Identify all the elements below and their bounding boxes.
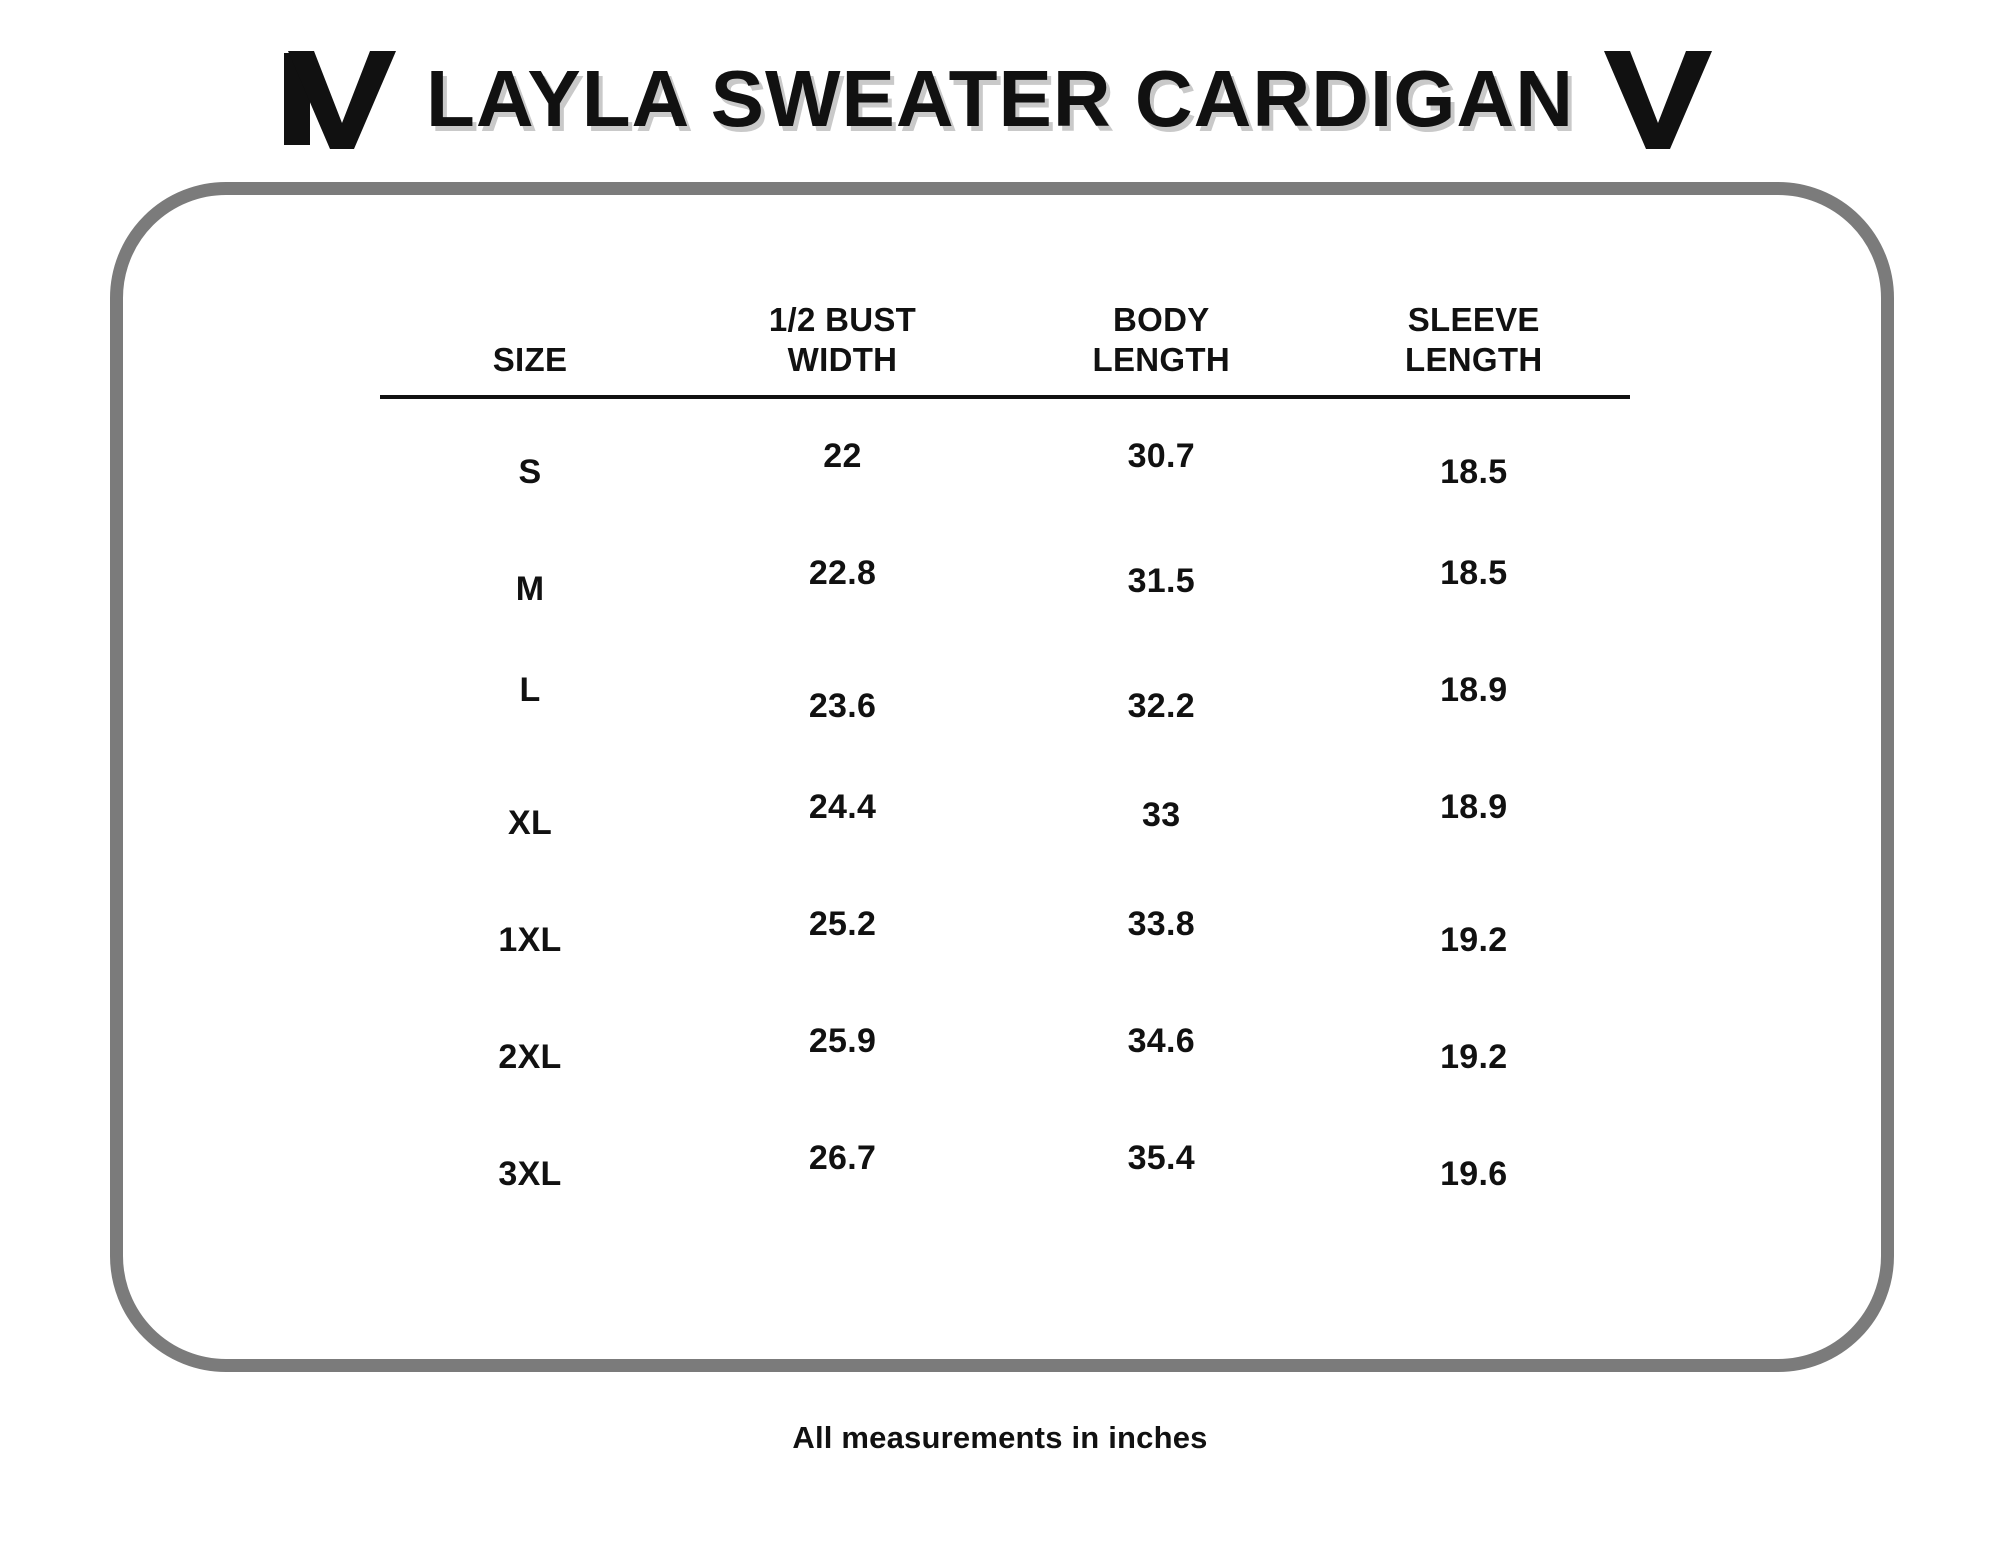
size-table-container	[380, 300, 1630, 1225]
cell-size	[380, 1108, 680, 1225]
cell-body	[1005, 640, 1318, 757]
cell-size	[380, 397, 680, 523]
cell-sleeve-value: 19.2	[1440, 920, 1508, 959]
cell-body-value: 33	[1142, 795, 1181, 834]
column-header-bust-line1: 1/2 BUST	[768, 301, 917, 338]
chevron-logo-icon	[1600, 45, 1716, 153]
cell-size-value: L	[519, 670, 541, 709]
cell-bust	[680, 874, 1005, 991]
cell-body-value: 32.2	[1127, 686, 1195, 725]
cell-sleeve	[1318, 874, 1631, 991]
cell-body	[1005, 523, 1318, 640]
column-header-body-line1: BODY	[1112, 301, 1210, 338]
table-row	[380, 757, 1630, 874]
cell-bust	[680, 1108, 1005, 1225]
cell-body	[1005, 757, 1318, 874]
cell-body-value: 31.5	[1127, 561, 1195, 600]
cell-sleeve-value: 18.9	[1440, 787, 1508, 826]
cell-body	[1005, 874, 1318, 991]
cell-sleeve	[1318, 397, 1631, 523]
cell-size	[380, 757, 680, 874]
cell-body-value: 33.8	[1127, 904, 1195, 943]
cell-size	[380, 991, 680, 1108]
cell-bust-value: 24.4	[808, 787, 877, 826]
cell-sleeve	[1318, 523, 1631, 640]
cell-size-value: XL	[507, 803, 553, 842]
cell-bust	[680, 523, 1005, 640]
cell-sleeve-value: 18.5	[1440, 452, 1508, 491]
cell-body-value: 34.6	[1127, 1021, 1195, 1060]
table-row	[380, 640, 1630, 757]
page-title: LAYLA SWEATER CARDIGAN	[426, 54, 1574, 143]
cell-sleeve-value: 18.5	[1440, 553, 1508, 592]
column-header-sleeve-length	[1318, 300, 1631, 397]
cell-bust	[680, 397, 1005, 523]
cell-sleeve	[1318, 640, 1631, 757]
cell-bust-value: 23.6	[808, 686, 877, 725]
page-header	[0, 34, 2000, 164]
table-header-row	[380, 300, 1630, 397]
cell-bust-value: 22.8	[808, 553, 877, 592]
cell-size	[380, 523, 680, 640]
column-header-size	[380, 300, 680, 397]
cell-bust-value: 25.2	[808, 904, 877, 943]
cell-body	[1005, 1108, 1318, 1225]
cell-size-value: 1XL	[498, 920, 562, 959]
table-row	[380, 1108, 1630, 1225]
cell-bust-value: 22	[823, 436, 862, 475]
column-header-body-line2: LENGTH	[1092, 341, 1230, 379]
column-header-bust-line2: WIDTH	[787, 341, 898, 379]
cell-sleeve	[1318, 757, 1631, 874]
cell-bust-value: 26.7	[808, 1138, 877, 1177]
cell-sleeve-value: 19.2	[1440, 1037, 1508, 1076]
cell-size-value: S	[518, 452, 542, 491]
cell-body-value: 35.4	[1127, 1138, 1195, 1177]
table-header	[380, 300, 1630, 397]
column-header-bust-width	[680, 300, 1005, 397]
cell-bust-value: 25.9	[808, 1021, 877, 1060]
cell-body-value: 30.7	[1127, 436, 1195, 475]
chevron-logo-icon	[284, 45, 400, 153]
table-row	[380, 991, 1630, 1108]
size-table	[380, 300, 1630, 1225]
cell-size	[380, 640, 680, 757]
cell-body	[1005, 397, 1318, 523]
column-header-size-line1: SIZE	[492, 341, 568, 379]
cell-bust	[680, 640, 1005, 757]
table-body	[380, 397, 1630, 1225]
cell-sleeve-value: 18.9	[1440, 670, 1508, 709]
measurement-note: All measurements in inches	[792, 1420, 1208, 1455]
column-header-sleeve-line2: LENGTH	[1405, 341, 1543, 379]
column-header-sleeve-line1: SLEEVE	[1407, 301, 1540, 338]
cell-sleeve	[1318, 1108, 1631, 1225]
column-header-body-length	[1005, 300, 1318, 397]
cell-sleeve	[1318, 991, 1631, 1108]
cell-size-value: 3XL	[498, 1154, 562, 1193]
cell-bust	[680, 991, 1005, 1108]
cell-size-value: M	[515, 569, 545, 608]
cell-size-value: 2XL	[498, 1037, 562, 1076]
cell-size	[380, 874, 680, 991]
table-row	[380, 523, 1630, 640]
cell-sleeve-value: 19.6	[1440, 1154, 1508, 1193]
table-row	[380, 874, 1630, 991]
cell-body	[1005, 991, 1318, 1108]
cell-bust	[680, 757, 1005, 874]
table-row	[380, 397, 1630, 523]
